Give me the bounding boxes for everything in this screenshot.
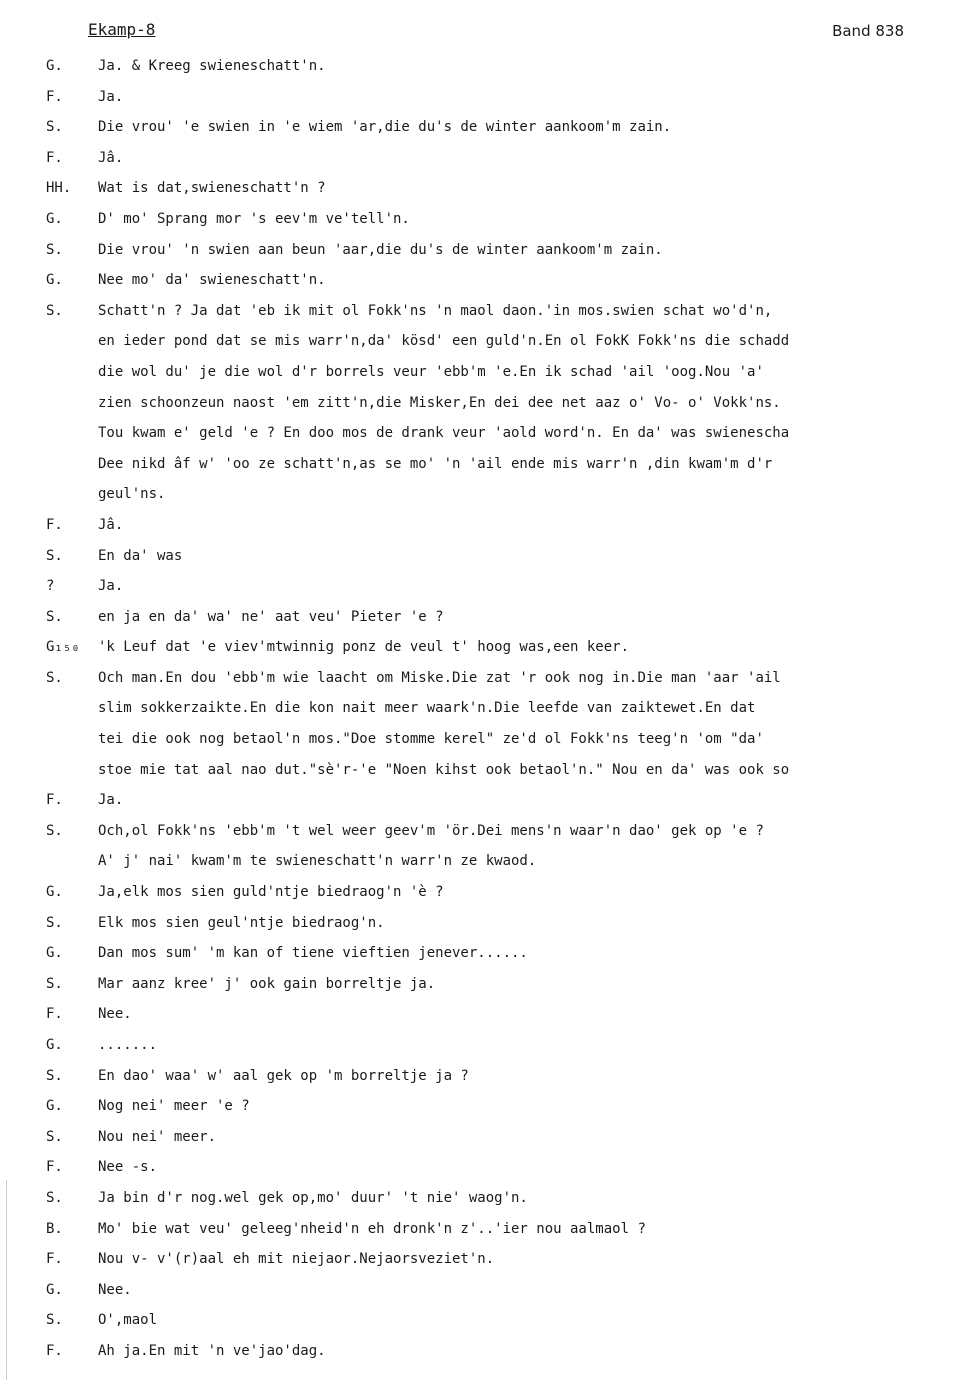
speaker-label: S. [46, 914, 63, 931]
utterance-text: ....... [98, 1037, 158, 1053]
utterance-text: Jâ. [98, 516, 124, 533]
transcript-line [0, 633, 966, 664]
speaker-label: G₁₅₀ [46, 639, 80, 656]
utterance-text: Wat is dat,swieneschatt'n ? [98, 180, 326, 197]
transcript-line [0, 572, 966, 603]
utterance-text: Nee. [98, 1006, 132, 1023]
utterance-text: Ja bin d'r nog.wel gek op,mo' duur' 't nie' waog'n. [98, 1189, 528, 1206]
transcript-line [0, 205, 966, 236]
margin-rule [6, 1180, 7, 1380]
utterance-text: Nee mo' da' swieneschatt'n. [98, 272, 326, 289]
utterance-text: Nee -s. [98, 1159, 158, 1176]
transcript-line [0, 1062, 966, 1093]
transcript-line [0, 1215, 966, 1246]
utterance-text: Schatt'n ? Ja dat 'eb ik mit ol Fokk'ns 'n maol daon.'in mos.swien schat wo'd'n, [98, 302, 773, 319]
speaker-label: F. [46, 149, 63, 166]
transcript-line [0, 419, 966, 450]
utterance-text: Die vrou' 'e swien in 'e wiem 'ar,die du's de winter aankoom'm zain. [98, 119, 672, 136]
utterance-text: Nee. [98, 1281, 132, 1298]
utterance-text: Och,ol Fokk'ns 'ebb'm 't wel weer geev'm 'ör.Dei mens'n waar'n dao' gek op 'e ? [98, 822, 764, 839]
transcript-line [0, 297, 966, 328]
speaker-label: G. [46, 58, 63, 74]
transcript-line [0, 511, 966, 542]
speaker-label: S. [46, 302, 63, 319]
speaker-label: S. [46, 669, 63, 686]
speaker-label: S. [46, 547, 63, 564]
utterance-text: stoe mie tat aal nao dut."sè'r-'e "Noen kihst ook betaol'n." Nou en da' was ook so [98, 761, 790, 778]
utterance-text: tei die ook nog betaol'n mos."Doe stomme kerel" ze'd ol Fokk'ns teeg'n 'om "da' [98, 731, 764, 748]
utterance-text: Ja. [98, 578, 124, 595]
utterance-text: Tou kwam e' geld 'e ? En doo mos de drank veur 'aold word'n. En da' was swienescha [98, 425, 790, 442]
speaker-label: ? [46, 578, 55, 595]
transcript-line [0, 83, 966, 114]
transcript-line [0, 817, 966, 848]
speaker-label: F. [46, 792, 63, 809]
speaker-label: B. [46, 1220, 63, 1237]
transcript-line [0, 847, 966, 878]
transcript-line [0, 1153, 966, 1184]
transcript-line [0, 1031, 966, 1062]
speaker-label: F. [46, 1159, 63, 1176]
transcript-line [0, 327, 966, 358]
transcript-line [0, 1092, 966, 1123]
speaker-label: F. [46, 1251, 63, 1268]
utterance-text: Mo' bie wat veu' geleeg'nheid'n eh dronk'n z'..'ier nou aalmaol ? [98, 1220, 646, 1237]
transcript-line [0, 480, 966, 511]
utterance-text: en ja en da' wa' ne' aat veu' Pieter 'e ? [98, 608, 444, 625]
transcript-line [0, 1245, 966, 1276]
utterance-text: slim sokkerzaikte.En die kon nait meer waark'n.Die leefde van zaiktewet.En dat [98, 700, 756, 717]
document-code: Ekamp-8 [88, 20, 156, 39]
transcript-line [0, 939, 966, 970]
utterance-text: A' j' nai' kwam'm te swieneschatt'n warr'n ze kwaod. [98, 853, 537, 870]
speaker-label: S. [46, 119, 63, 136]
transcript-line [0, 542, 966, 573]
transcript-line [0, 389, 966, 420]
speaker-label: S. [46, 1128, 63, 1145]
transcript-line [0, 694, 966, 725]
utterance-text: Och man.En dou 'ebb'm wie laacht om Miske.Die zat 'r ook nog in.Die man 'aar 'ail [98, 669, 781, 686]
speaker-label: G. [46, 884, 63, 901]
speaker-label: G. [46, 1098, 63, 1115]
speaker-label: S. [46, 1189, 63, 1206]
speaker-label: S. [46, 1067, 63, 1084]
transcript-line [0, 236, 966, 267]
transcript-line [0, 1000, 966, 1031]
transcript-line [0, 144, 966, 175]
speaker-label: S. [46, 975, 63, 992]
transcript-line [0, 756, 966, 787]
transcript-line [0, 1306, 966, 1337]
transcript-line [0, 1123, 966, 1154]
utterance-text: Ja. [98, 792, 124, 809]
transcript-line [0, 1337, 966, 1368]
speaker-label: G. [46, 210, 63, 227]
utterance-text: Ja. & Kreeg swieneschatt'n. [98, 58, 326, 74]
utterance-text: Die vrou' 'n swien aan beun 'aar,die du's de winter aankoom'm zain. [98, 241, 663, 258]
speaker-label: G. [46, 272, 63, 289]
transcript-line [0, 1276, 966, 1307]
utterance-text: Jâ. [98, 149, 124, 166]
transcript-line [0, 1184, 966, 1215]
utterance-text: Nou v- v'(r)aal eh mit niejaor.Nejaorsveziet'n. [98, 1251, 495, 1268]
utterance-text: Elk mos sien geul'ntje biedraog'n. [98, 914, 385, 931]
utterance-text: en ieder pond dat se mis warr'n,da' kösd' een guld'n.En ol FokK Fokk'ns die schadd [98, 333, 790, 350]
transcript-line [0, 113, 966, 144]
speaker-label: S. [46, 608, 63, 625]
utterance-text: O',maol [98, 1312, 158, 1329]
transcript-line [0, 725, 966, 756]
transcript-line [0, 909, 966, 940]
transcript-line [0, 786, 966, 817]
transcript-line [0, 358, 966, 389]
speaker-label: G. [46, 1037, 63, 1053]
speaker-label: F. [46, 516, 63, 533]
transcript-line [0, 878, 966, 909]
utterance-text: Dee nikd âf w' 'oo ze schatt'n,as se mo' 'n 'ail ende mis warr'n ,din kwam'm d'r [98, 455, 773, 472]
utterance-text: geul'ns. [98, 486, 166, 503]
transcript-line [0, 603, 966, 634]
band-number: Band 838 [832, 22, 904, 40]
speaker-label: F. [46, 88, 63, 105]
speaker-label: F. [46, 1006, 63, 1023]
utterance-text: Ja,elk mos sien guld'ntje biedraog'n 'è ? [98, 884, 444, 901]
utterance-text: 'k Leuf dat 'e viev'mtwinnig ponz de veul t' hoog was,een keer. [98, 639, 630, 656]
utterance-text: zien schoonzeun naost 'em zitt'n,die Misker,En dei dee net aaz o' Vo- o' Vokk'ns. [98, 394, 781, 411]
utterance-text: die wol du' je die wol d'r borrels veur 'ebb'm 'e.En ik schad 'ail 'oog.Nou 'a' [98, 363, 764, 380]
speaker-label: G. [46, 945, 63, 962]
transcript-lines [0, 52, 966, 1368]
utterance-text: Ah ja.En mit 'n ve'jao'dag. [98, 1342, 326, 1359]
transcript-line [0, 174, 966, 205]
utterance-text: Nog nei' meer 'e ? [98, 1098, 250, 1115]
utterance-text: Mar aanz kree' j' ook gain borreltje ja. [98, 975, 436, 992]
speaker-label: HH. [46, 180, 72, 197]
utterance-text: Dan mos sum' 'm kan of tiene vieftien jenever...... [98, 945, 528, 962]
utterance-text: En da' was [98, 547, 183, 564]
utterance-text: Nou nei' meer. [98, 1128, 217, 1145]
transcript-line [0, 664, 966, 695]
speaker-label: G. [46, 1281, 63, 1298]
transcript-line [0, 970, 966, 1001]
speaker-label: S. [46, 1312, 63, 1329]
speaker-label: S. [46, 822, 63, 839]
transcript-line [0, 450, 966, 481]
speaker-label: S. [46, 241, 63, 258]
utterance-text: Ja. [98, 88, 124, 105]
speaker-label: F. [46, 1342, 63, 1359]
utterance-text: En dao' waa' w' aal gek op 'm borreltje ja ? [98, 1067, 469, 1084]
transcript-line [0, 266, 966, 297]
transcript-line [0, 52, 966, 83]
utterance-text: D' mo' Sprang mor 's eev'm ve'tell'n. [98, 210, 410, 227]
